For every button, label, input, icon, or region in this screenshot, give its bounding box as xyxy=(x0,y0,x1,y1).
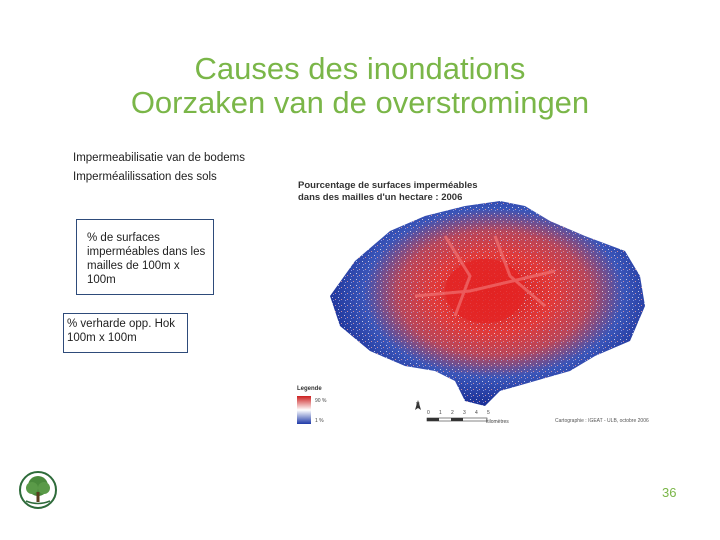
map-title-line2: dans des mailles d'un hectare : 2006 xyxy=(298,192,463,203)
imperviousness-map xyxy=(295,176,655,431)
map-legend-low: 1 % xyxy=(315,418,324,424)
subtitle-french: Imperméalilissation des sols xyxy=(73,171,217,183)
scale-unit: kilomètres xyxy=(486,419,509,425)
map-title xyxy=(298,180,538,204)
legend-box-dutch xyxy=(63,313,188,353)
tree-logo-icon xyxy=(18,470,58,510)
legend-box-french-text: % de surfaces imperméables dans les mailles de 100m x 100m xyxy=(87,232,206,286)
page-number: 36 xyxy=(662,485,677,500)
scale-tick-5: 5 xyxy=(487,410,490,416)
title-dutch: Oorzaken van de overstromingen xyxy=(130,85,590,120)
map-legend-color-bar xyxy=(297,396,311,424)
legend-box-dutch-text: % verharde opp. Hok 100m x 100m xyxy=(67,318,176,344)
map-title-line1: Pourcentage de surfaces imperméables xyxy=(298,180,478,191)
map-legend-title: Legende xyxy=(297,386,322,392)
scale-tick-2: 2 xyxy=(451,410,454,416)
scale-tick-0: 0 xyxy=(427,410,430,416)
scale-tick-4: 4 xyxy=(475,410,478,416)
scale-tick-3: 3 xyxy=(463,410,466,416)
north-label: N xyxy=(416,402,420,408)
legend-box-french xyxy=(76,219,214,295)
scale-tick-1: 1 xyxy=(439,410,442,416)
title-french: Causes des inondations xyxy=(194,51,526,86)
map-credit: Cartographie : IGEAT - ULB, octobre 2006 xyxy=(555,418,649,424)
map-legend-high: 90 % xyxy=(315,398,327,404)
slide-title xyxy=(0,52,720,120)
subtitle-dutch: Impermeabilisatie van de bodems xyxy=(73,152,245,164)
